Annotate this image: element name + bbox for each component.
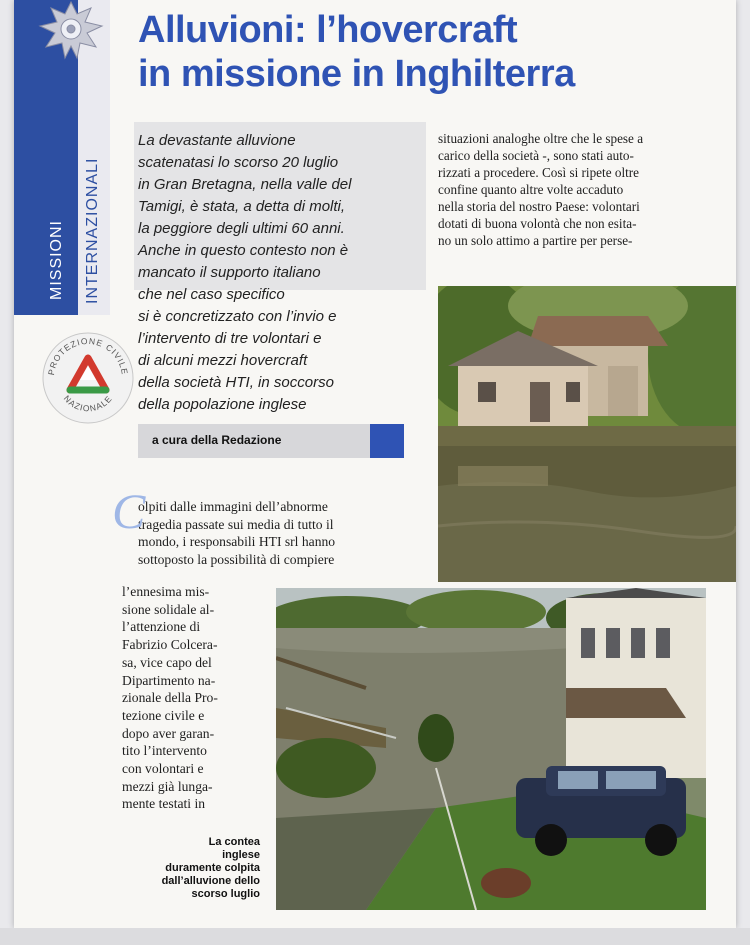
body-intro <box>138 498 404 568</box>
text-line: sa, vice capo del <box>122 654 212 670</box>
lead-line: mancato il supporto italiano <box>138 264 321 281</box>
article-title <box>138 8 736 96</box>
emblem-icon <box>36 0 106 62</box>
text-line: situazioni analoghe oltre che le spese a <box>438 131 644 146</box>
flooded-cottage-photo <box>438 286 736 582</box>
lead-line: della società HTI, in soccorso <box>138 374 334 391</box>
caption-line: inglese <box>222 849 260 861</box>
lead-line: Tamigi, è stata, a detta di molti, <box>138 198 346 215</box>
text-line: tito l’intervento <box>122 743 207 759</box>
lead-line: di alcuni mezzi hovercraft <box>138 352 308 369</box>
text-line: no un solo attimo a partire per perse- <box>438 233 633 248</box>
title-line-1: Alluvioni: l’hovercraft <box>138 9 518 51</box>
text-line: dotati di buona volontà che non esita- <box>438 216 637 231</box>
lead-line: si è concretizzato con l’invio e <box>138 308 337 325</box>
protezione-civile-logo <box>40 330 136 426</box>
lead-line: la peggiore degli ultimi 60 anni. <box>138 220 345 237</box>
text-line: dopo aver garan- <box>122 725 215 741</box>
caption-line: scorso luglio <box>191 888 260 900</box>
text-line: nella storia del nostro Paese: volontari <box>438 199 640 214</box>
text-line: sottoposto la possibilità di compiere <box>138 551 335 567</box>
text-line: con volontari e <box>122 761 204 777</box>
bottom-strip <box>0 928 750 945</box>
section-label-internazionali: INTERNAZIONALI <box>84 157 101 304</box>
lead-line: scatenatasi lo scorso 20 luglio <box>138 154 339 171</box>
caption-line: La contea <box>208 836 260 848</box>
title-line-2: in missione in Inghilterra <box>138 53 575 95</box>
text-line: l’ennesima mis- <box>122 584 210 599</box>
right-column-text <box>438 130 730 249</box>
text-line: l’attenzione di <box>122 619 201 635</box>
text-line: confine quanto altre volte accaduto <box>438 182 624 197</box>
text-line: mezzi già lunga- <box>122 778 213 794</box>
text-line: olpiti dalle immagini dell’abnorme <box>138 499 328 514</box>
caption-line: dall’alluvione dello <box>161 875 260 887</box>
lead-line: La devastante alluvione <box>138 132 296 149</box>
text-line: Fabrizio Colcera- <box>122 637 218 653</box>
text-line: zionale della Pro- <box>122 690 218 706</box>
magazine-page <box>14 0 736 928</box>
logo-text-top: PROTEZIONE CIVILE <box>46 335 130 376</box>
section-label-missioni: MISSIONI <box>48 219 65 300</box>
text-line: mondo, i responsabili HTI srl hanno <box>138 534 336 549</box>
logo-text-bottom: NAZIONALE <box>61 393 115 414</box>
text-line: mente testati in <box>122 796 206 812</box>
photo-caption <box>136 836 260 901</box>
lead-paragraph <box>138 130 428 416</box>
text-line: sione solidale al- <box>122 601 215 617</box>
byline-accent <box>370 424 404 458</box>
body-narrow-column <box>122 583 262 813</box>
text-line: tezione civile e <box>122 707 205 723</box>
text-line: Dipartimento na- <box>122 672 216 688</box>
lead-line: in Gran Bretagna, nella valle del <box>138 176 352 193</box>
text-line: tragedia passate sui media di tutto il <box>138 516 334 532</box>
text-line: rizzati a procedere. Così si ripete oltre <box>438 165 640 180</box>
flooded-village-photo <box>276 588 706 910</box>
lead-line: l’intervento di tre volontari e <box>138 330 322 347</box>
caption-line: duramente colpita <box>165 862 260 874</box>
lead-line: che nel caso specifico <box>138 286 285 303</box>
dropcap: C <box>112 483 146 539</box>
byline-text: a cura della Redazione <box>152 433 282 447</box>
text-line: carico della società -, sono stati auto- <box>438 148 634 163</box>
lead-line: Anche in questo contesto non è <box>138 242 349 259</box>
lead-line: della popolazione inglese <box>138 396 307 413</box>
